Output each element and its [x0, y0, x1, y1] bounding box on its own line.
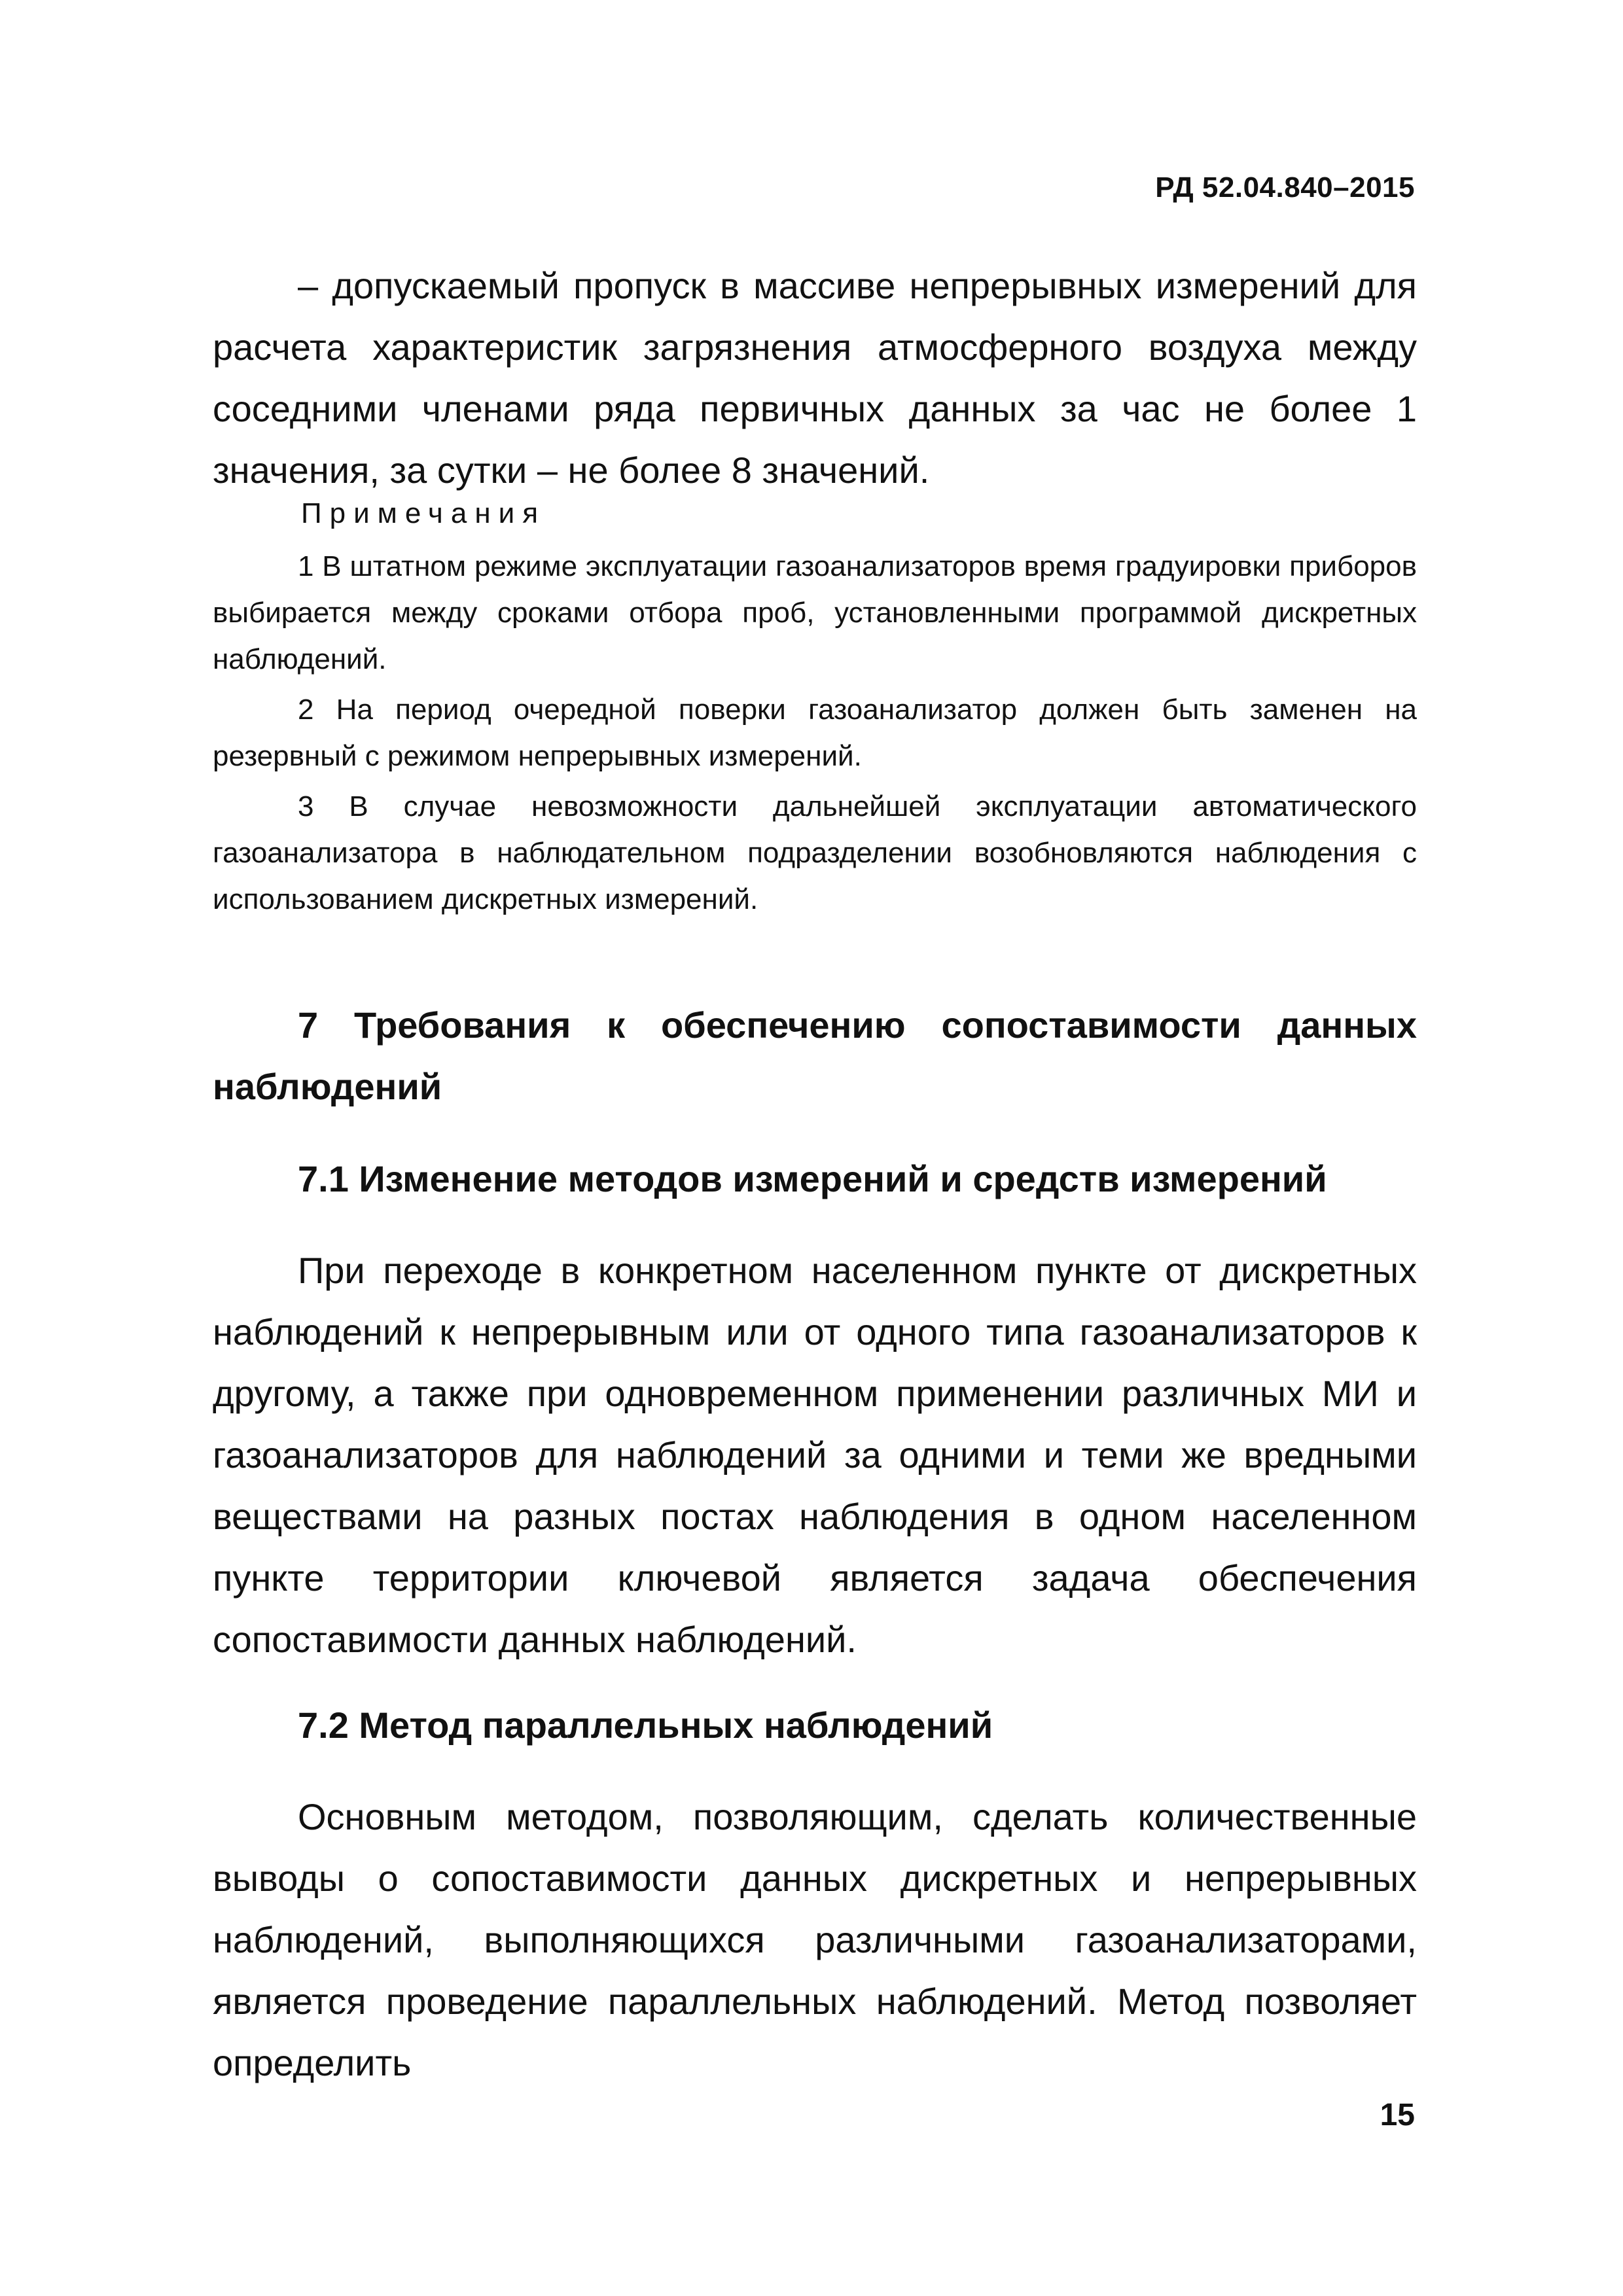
- section-7-heading: 7 Требования к обеспечению сопоставимости данных наблюдений: [213, 1004, 1417, 1107]
- section-7-2-paragraph: Основным методом, позволяющим, сделать количественные выводы о сопоставимости данных дискретных и непрерывных наблюдений, выполняющихся различными газоанализаторами, является проведение параллельных наблюдений. Метод позволяет определить: [213, 1796, 1417, 2083]
- notes-list: [213, 543, 1417, 923]
- section-7-1-paragraph: При переходе в конкретном населенном пункте от дискретных наблюдений к непрерывным или от одного типа газоанализаторов к другому, а также при одновременном применении различных МИ и газоанализаторов для наблюдений за одними и теми же вредными веществами на разных постах наблюдения в одном населенном пункте территории ключевой является задача обеспечения сопоставимости данных наблюдений.: [213, 1250, 1417, 1660]
- section-7-2-body: [213, 1786, 1417, 2094]
- section-7-2-heading: 7.2 Метод параллельных наблюдений: [298, 1704, 993, 1746]
- section-7-1-heading: 7.1 Изменение методов измерений и средств измерений: [298, 1158, 1327, 1199]
- section-7-2-heading-block: [213, 1695, 1417, 1756]
- note-item: 3 В случае невозможности дальнейшей эксплуатации автоматического газоанализатора в наблюдательном подразделении возобновляются наблюдения с использованием дискретных измерений.: [213, 790, 1417, 915]
- section-7-1-body: [213, 1240, 1417, 1670]
- section-7-1-heading-block: [213, 1148, 1417, 1210]
- note-item: 2 На период очередной поверки газоанализатор должен быть заменен на резервный с режимом непрерывных измерений.: [213, 694, 1417, 772]
- document-code: РД 52.04.840–2015: [1155, 171, 1415, 203]
- intro-block: [213, 255, 1417, 501]
- notes-title: Примечания: [301, 497, 546, 529]
- intro-paragraph: – допускаемый пропуск в массиве непрерывных измерений для расчета характеристик загрязнения атмосферного воздуха между соседними членами ряда первичных данных за час не более 1 значения, за сутки – не более 8 значений.: [213, 265, 1417, 491]
- section-7-heading-block: [213, 995, 1417, 1118]
- page-number: 15: [1380, 2098, 1415, 2132]
- note-item: 1 В штатном режиме эксплуатации газоанализаторов время градуировки приборов выбирается между сроками отбора проб, установленными программой дискретных наблюдений.: [213, 550, 1417, 675]
